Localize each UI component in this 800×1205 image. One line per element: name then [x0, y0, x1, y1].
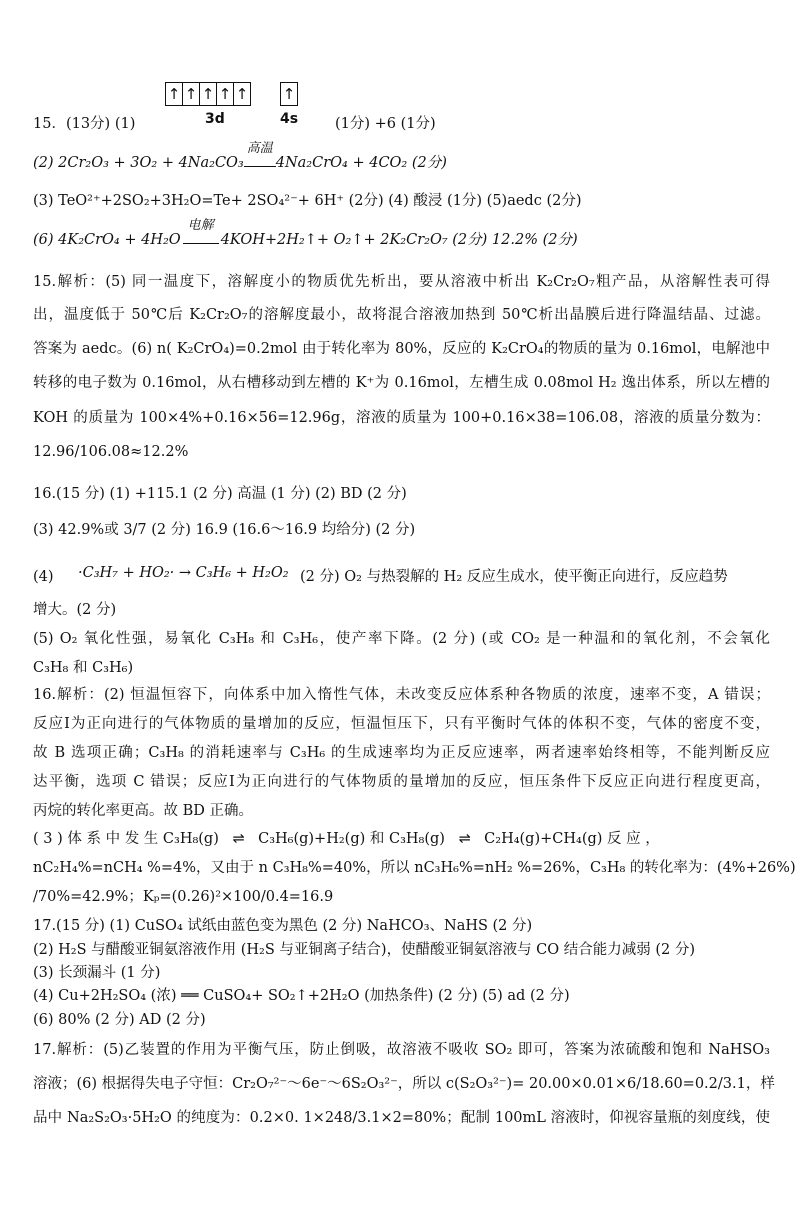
- analysis-line: 12.96/106.08≈12.2%: [33, 444, 189, 460]
- answer-line: [33, 141, 770, 173]
- orbital-4s-boxes: [280, 82, 298, 106]
- answer-line: [33, 218, 770, 250]
- analysis-line: [33, 829, 770, 849]
- item-explanation: (2 分) O₂ 与热裂解的 H₂ 反应生成水，使平衡正向进行，反应趋势: [300, 569, 728, 585]
- equilibrium-intro: ( 3 ) 体 系 中 发 生 C₃H₈(g): [33, 831, 219, 847]
- item-number: (4): [33, 569, 54, 585]
- analysis-line: 反应Ⅰ为正向进行的气体物质的量增加的反应，恒温恒压下，只有平衡时气体的体积不变，气体的密度不变，: [33, 716, 770, 732]
- answer-line: 增大。(2 分): [33, 602, 117, 618]
- condition-text: 高温: [246, 141, 273, 156]
- orbital-box: ↑: [165, 82, 182, 106]
- q15-header: 15．(13分) (1): [33, 116, 136, 132]
- analysis-line: 丙烷的转化率更高。故 BD 正确。: [33, 803, 253, 819]
- answer-line: 17.(15 分) (1) CuSO₄ 试纸由蓝色变为黑色 (2 分) NaHCO₃、NaHS (2 分): [33, 918, 533, 934]
- answer-line: C₃H₈ 和 C₃H₆): [33, 660, 134, 676]
- equilibrium-arrow-icon: ⇌: [458, 831, 471, 847]
- analysis-line: 溶液；(6) 根据得失电子守恒：Cr₂O₇²⁻～6e⁻～6S₂O₃²⁻，所以 c(S₂O₃²⁻)= 20.00×0.01×6/18.60=0.2/3.1，样: [33, 1076, 775, 1092]
- equation-products: 4KOH+2H₂↑+ O₂↑+ 2K₂Cr₂O₇ (2分) 12.2% (2分): [220, 232, 578, 248]
- q15-1-score: (1分) +6 (1分): [335, 116, 436, 132]
- equilibrium-part: C₃H₆(g)+H₂(g) 和 C₃H₈(g): [258, 831, 445, 847]
- orbital-box: ↑: [233, 82, 251, 106]
- reaction-condition: [244, 141, 276, 173]
- equilibrium-tail: C₂H₄(g)+CH₄(g) 反 应 ，: [484, 831, 660, 847]
- analysis-line: /70%=42.9%；Kₚ=(0.26)²×100/0.4=16.9: [33, 889, 334, 905]
- answer-line: (6) 80% (2 分) AD (2 分): [33, 1012, 206, 1028]
- answer-line: 16.(15 分) (1) +115.1 (2 分) 高温 (1 分) (2) BD (2 分): [33, 486, 407, 502]
- equation-reactants: (2) 2Cr₂O₃ + 3O₂ + 4Na₂CO₃: [33, 155, 244, 171]
- orbital-3d-boxes: [165, 82, 251, 106]
- analysis-line: 达平衡，选项 C 错误；反应Ⅰ为正向进行的气体物质的量增加的反应，恒压条件下反应正向进行程度更高，: [33, 774, 770, 790]
- radical-equation: ·C₃H₇ + HO₂· → C₃H₆ + H₂O₂: [78, 565, 289, 581]
- analysis-line: 16.解析：(2) 恒温恒容下，向体系中加入惰性气体，未改变反应体系种各物质的浓度，速率不变，A 错误；: [33, 687, 770, 703]
- analysis-line: nC₂H₄%=nCH₄ %=4%，又由于 n C₃H₈%=40%，所以 nC₃H₆%=nH₂ %=26%，C₃H₈ 的转化率为：(4%+26%): [33, 860, 796, 876]
- equation-products: 4Na₂CrO₄ + 4CO₂ (2分): [275, 155, 447, 171]
- answer-line: (2) H₂S 与醋酸亚铜氨溶液作用 (H₂S 与亚铜离子结合)，使醋酸亚铜氨溶液与 CO 结合能力减弱 (2 分): [33, 942, 696, 958]
- reaction-condition: [183, 218, 219, 250]
- reaction-bar: [183, 237, 219, 244]
- orbital-box: ↑: [199, 82, 216, 106]
- answer-line: [33, 114, 770, 134]
- equation-reactants: (6) 4K₂CrO₄ + 4H₂O: [33, 232, 181, 248]
- analysis-line: 17.解析：(5)乙装置的作用为平衡气压，防止倒吸，故溶液不吸收 SO₂ 即可，答案为浓硫酸和饱和 NaHSO₃: [33, 1042, 770, 1058]
- analysis-line: KOH 的质量为 100×4%+0.16×56=12.96g，溶液的质量为 100+0.16×38=106.08，溶液的质量分数为：: [33, 410, 770, 426]
- analysis-line: 故 B 选项正确；C₃H₈ 的消耗速率与 C₃H₆ 的生成速率均为正反应速率，两者速率始终相等，不能判断反应: [33, 745, 770, 761]
- analysis-line: 转移的电子数为 0.16mol，从右槽移动到左槽的 K⁺为 0.16mol，左槽生成 0.08mol H₂ 逸出体系，所以左槽的: [33, 375, 770, 391]
- reaction-bar: [244, 160, 276, 167]
- analysis-line: 出，温度低于 50℃后 K₂Cr₂O₇的溶解度最小，故将混合溶液加热到 50℃析出晶膜后进行降温结晶、过滤。: [33, 307, 770, 323]
- orbital-label-3d: 3d: [205, 111, 225, 127]
- orbital-box: ↑: [216, 82, 233, 106]
- analysis-line: 15.解析：(5) 同一温度下，溶解度小的物质优先析出，要从溶液中析出 K₂Cr₂O₇粗产品，从溶解性表可得: [33, 274, 770, 290]
- analysis-line: 品中 Na₂S₂O₃·5H₂O 的纯度为：0.2×0. 1×248/3.1×2=80%；配制 100mL 溶液时，仰视容量瓶的刻度线，使: [33, 1110, 770, 1126]
- orbital-box: ↑: [182, 82, 199, 106]
- answer-line: (3) 42.9%或 3/7 (2 分) 16.9 (16.6～16.9 均给分) (2 分): [33, 522, 416, 538]
- orbital-box: ↑: [280, 82, 298, 106]
- equilibrium-arrow-icon: ⇌: [232, 831, 245, 847]
- answer-line: (5) O₂ 氧化性强，易氧化 C₃H₈ 和 C₃H₆，使产率下降。(2 分) (或 CO₂ 是一种温和的氧化剂，不会氧化: [33, 631, 770, 647]
- answer-line: (3) TeO²⁺+2SO₂+3H₂O=Te+ 2SO₄²⁻+ 6H⁺ (2分) (4) 酸浸 (1分) (5)aedc (2分): [33, 193, 582, 209]
- answer-line: (3) 长颈漏斗 (1 分): [33, 965, 161, 981]
- analysis-line: 答案为 aedc。(6) n( K₂CrO₄)=0.2mol 由于转化率为 80%，反应的 K₂CrO₄的物质的量为 0.16mol，电解池中: [33, 341, 770, 357]
- condition-text: 电解: [187, 218, 214, 233]
- answer-line: (4) Cu+2H₂SO₄ (浓) ══ CuSO₄+ SO₂↑+2H₂O (加热条件) (2 分) (5) ad (2 分): [33, 988, 570, 1004]
- answer-line: [33, 567, 770, 587]
- orbital-label-4s: 4s: [280, 111, 299, 127]
